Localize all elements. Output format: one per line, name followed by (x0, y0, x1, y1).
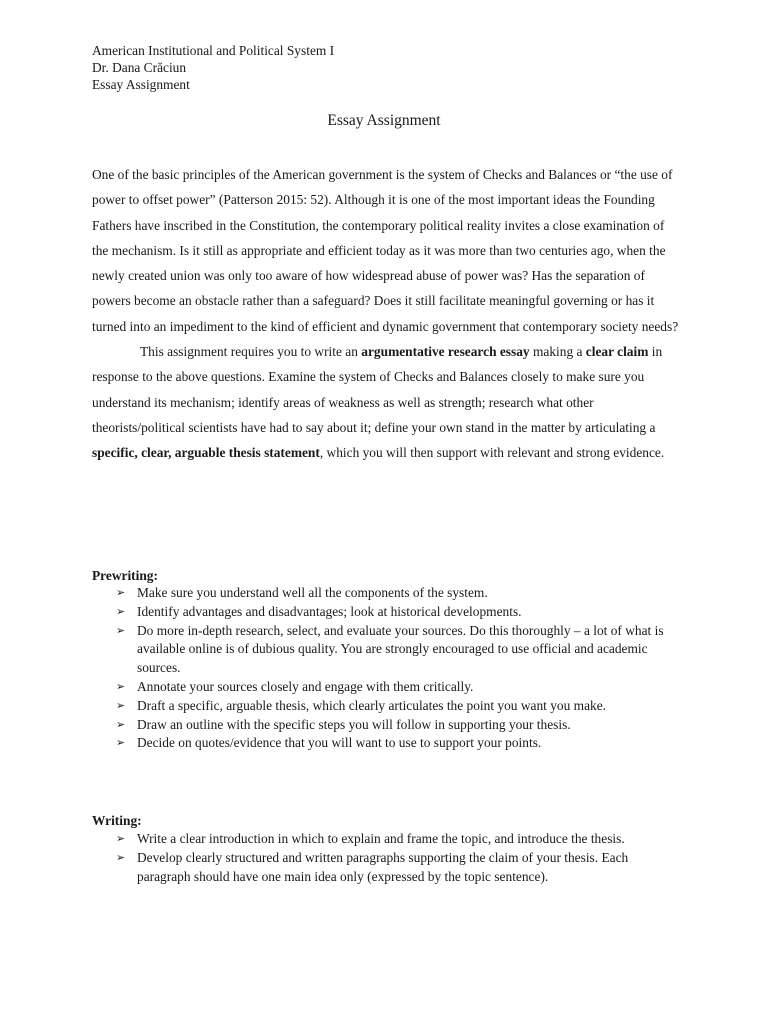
list-item (116, 697, 682, 716)
list-item-text: Annotate your sources closely and engage with them critically. (137, 678, 474, 694)
arrow-bullet-icon: ➢ (116, 604, 126, 618)
list-item-text: Draft a specific, arguable thesis, which clearly articulates the point you want you make. (137, 697, 607, 713)
list-item-text: Identify advantages and disadvantages; look at historical developments. (137, 603, 522, 619)
assignment-text: , which you will then support with relevant and strong evidence. (319, 445, 665, 461)
arrow-bullet-icon: ➢ (116, 623, 126, 637)
arrow-bullet-icon: ➢ (116, 586, 126, 599)
emphasis-essay-type: argumentative research essay (361, 344, 530, 360)
arrow-bullet-icon: ➢ (116, 679, 126, 693)
list-item (116, 830, 682, 849)
intro-paragraph: One of the basic principles of the American government is the system of Checks and Balances or “the use of power to offset power” (Patterson 2015: 52). Although it is one of the most important ideas the Founding Fathers have inscribed in the Constitution, the contemporary political reality invites a close examination of the mechanism. Is it still as appropriate and efficient today as it was more than two centuries ago, when the newly created union was only too aware of how widespread abuse of power was? Has the separation of powers become an obstacle rather than a safeguard? Does it still facilitate meaningful governing or has it turned into an impediment to the kind of efficient and dynamic government that contemporary society needs? (92, 167, 679, 334)
list-item (116, 734, 682, 753)
assignment-text: in response to the above questions. Examine the system of Checks and Balances closely to make sure you understand its mechanism; identify areas of weakness as well as strength; research what other theorists/political scientists have had to say about it; define your own stand in the matter by articulating a (92, 344, 663, 435)
list-item-text: Write a clear introduction in which to explain and frame the topic, and introduce the thesis. (137, 831, 625, 846)
list-item (116, 584, 682, 603)
list-item (116, 678, 682, 697)
list-item-text: Decide on quotes/evidence that you will want to use to support your points. (137, 735, 542, 751)
prewriting-list (116, 584, 682, 753)
intro-section (92, 162, 680, 466)
arrow-bullet-icon: ➢ (116, 717, 126, 731)
list-item (116, 716, 682, 735)
arrow-bullet-icon: ➢ (116, 736, 126, 750)
writing-heading: Writing: (92, 813, 142, 828)
arrow-bullet-icon: ➢ (116, 850, 126, 864)
emphasis-thesis: specific, clear, arguable thesis statement (92, 445, 320, 461)
emphasis-clear-claim: clear claim (585, 344, 649, 360)
list-item-text: Develop clearly structured and written paragraphs supporting the claim of your thesis. Each paragraph should have one main idea only (expressed by the topic sentence). (137, 849, 629, 884)
assignment-text: This assignment requires you to write an (140, 344, 362, 360)
document-type: Essay Assignment (92, 77, 190, 92)
prewriting-heading: Prewriting: (92, 568, 158, 583)
page-title: Essay Assignment (327, 112, 441, 129)
document-header (92, 42, 334, 93)
assignment-paragraph (92, 339, 680, 465)
list-item (116, 603, 682, 622)
writing-list (116, 830, 682, 886)
list-item-text: Draw an outline with the specific steps you will follow in supporting your thesis. (137, 716, 571, 732)
assignment-text: making a (529, 344, 586, 360)
arrow-bullet-icon: ➢ (116, 832, 126, 845)
list-item-text: Do more in-depth research, select, and evaluate your sources. Do this thoroughly – a lot of what is available online is of dubious quality. You are strongly encouraged to use official and academic sources. (137, 622, 664, 676)
list-item (116, 622, 682, 678)
instructor-name: Dr. Dana Crăciun (92, 60, 187, 75)
list-item-text: Make sure you understand well all the components of the system. (137, 585, 488, 600)
list-item (116, 849, 682, 887)
arrow-bullet-icon: ➢ (116, 698, 126, 712)
course-name: American Institutional and Political System I (92, 43, 335, 58)
